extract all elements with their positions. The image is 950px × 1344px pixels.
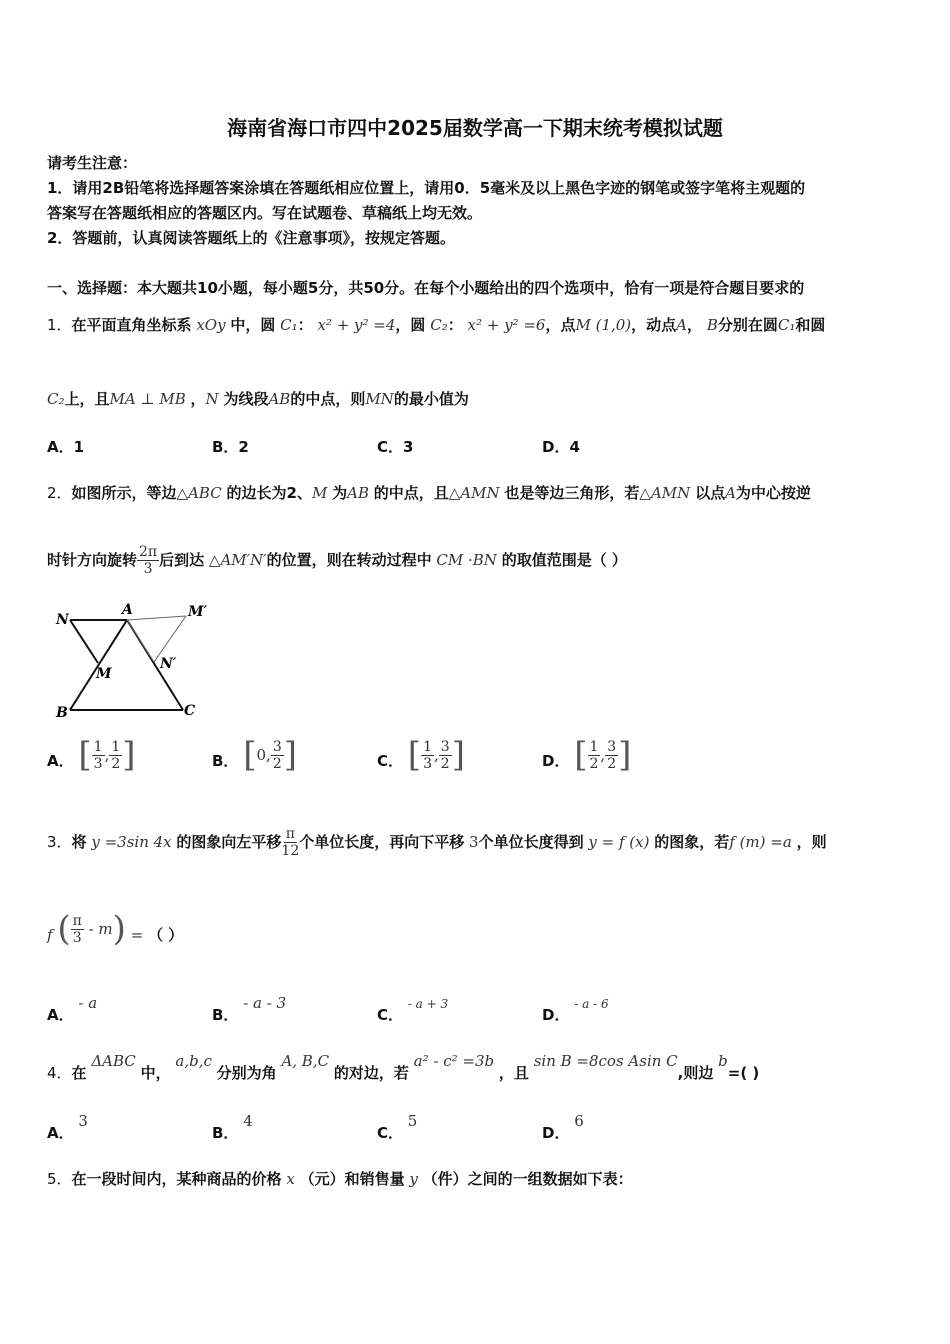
q4-option-b[interactable] (212, 1110, 253, 1142)
interval: [ $\frac{1}{3}$ , $\frac{3}{2}$ ] (407, 735, 465, 775)
option-value: 6 (574, 1112, 584, 1130)
q3-text: 个单位长度，再向下平移 (299, 833, 465, 851)
option-value: - a - 6 (574, 997, 609, 1011)
q4-math: b (718, 1052, 728, 1070)
q4-text: ，且 (498, 1064, 529, 1082)
q2-option-c[interactable] (377, 735, 465, 775)
q1-math: A (676, 316, 688, 334)
label-N-prime: N′ (160, 656, 177, 672)
q4-math: ΔABC (91, 1052, 136, 1070)
q2-option-b[interactable] (212, 735, 297, 775)
q5-text: （件）之间的一组数据如下表： (422, 1170, 633, 1188)
option-value: 4 (243, 1112, 253, 1130)
q3-math: f (47, 926, 53, 944)
q3-text: （ ） (148, 926, 184, 944)
q2-text: 如图所示，等边 (71, 484, 177, 502)
option-label: B． (212, 1006, 239, 1024)
q5-number: 5． (47, 1170, 72, 1188)
option-label: D． (542, 1006, 570, 1024)
q1-option-a[interactable]: A．1 (47, 438, 85, 456)
q2-math: M (311, 484, 328, 502)
q2-math: A (725, 484, 736, 502)
q2-text: 的中点，且 (373, 484, 449, 502)
option-value: 3 (78, 1112, 88, 1130)
q4-math: sin B =8cos Asin C (533, 1052, 678, 1070)
interval: [ $\frac{1}{2}$ , $\frac{3}{2}$ ] (574, 735, 632, 775)
q3-option-d[interactable] (542, 992, 609, 1024)
q1-math: N (205, 390, 219, 408)
q1-text: 的中点，则 (290, 390, 366, 408)
q2-math: △AM′N′ (208, 551, 267, 569)
q2-text: 的位置，则在转动过程中 (266, 551, 432, 569)
q4-text: =( ) (727, 1064, 760, 1082)
q1-math: C₂ (430, 316, 448, 334)
q1-text: 为线段 (223, 390, 269, 408)
section-heading: 一、选择题：本大题共10小题，每小题5分，共50分。在每个小题给出的四个选项中，恰有一项是符合题目要求的 (47, 279, 805, 297)
q4-number: 4． (47, 1064, 72, 1082)
q2-text: 为 (332, 484, 348, 502)
q3-option-a[interactable] (47, 992, 98, 1024)
interval: [ 0 , $\frac{3}{2}$ ] (243, 735, 297, 775)
q2-option-d[interactable] (542, 735, 632, 775)
q1-math: B (706, 316, 718, 334)
option-label: A． (47, 1006, 74, 1024)
q2-text: 以点 (695, 484, 726, 502)
question-1-cont (47, 388, 469, 409)
option-label: C． (377, 752, 404, 770)
q3-paren: ( $\frac{\pi}{3}$ - m ) (57, 909, 126, 949)
option-label: D． (542, 1124, 570, 1142)
option-label: A． (47, 752, 74, 770)
q3-text: 的图象向左平移 (176, 833, 282, 851)
option-label: B． (212, 752, 239, 770)
q3-text: 将 (71, 833, 87, 851)
q5-math: x (286, 1170, 295, 1188)
interval: [ $\frac{1}{3}$ , $\frac{1}{2}$ ] (78, 735, 136, 775)
q1-option-b[interactable]: B．2 (212, 438, 249, 456)
q1-text: 分别在圆 (717, 316, 778, 334)
q1-math: x² + y² =6 (467, 316, 546, 334)
label-M-prime: M′ (188, 604, 208, 620)
q3-math: y = f (x) (588, 833, 650, 851)
q2-math: CM ·BN (436, 551, 497, 569)
question-3-cont (47, 909, 184, 949)
q2-text: 后到达 (159, 551, 205, 569)
q2-fraction: $\frac{2\pi}{3}$ (139, 544, 158, 577)
question-1 (47, 314, 825, 335)
label-C: C (184, 703, 196, 719)
q3-math: = (130, 926, 144, 944)
label-B: B (56, 705, 68, 721)
notes-line-2: 答案写在答题纸相应的答题区内。写在试题卷、草稿纸上均无效。 (47, 204, 483, 222)
label-A: A (122, 602, 133, 618)
q3-math: 3 (469, 833, 479, 851)
q2-option-a[interactable] (47, 735, 136, 775)
q1-option-d[interactable]: D．4 (542, 438, 580, 456)
q4-text: ,则边 (677, 1064, 714, 1082)
q3-math: f (m) =a (729, 833, 792, 851)
q1-text: ： (447, 316, 463, 334)
option-label: D． (542, 752, 570, 770)
option-value: - a (78, 994, 98, 1012)
q1-text: ，点 (545, 316, 576, 334)
q1-text: 中，圆 (230, 316, 276, 334)
q3-text: 个单位长度得到 (478, 833, 584, 851)
option-value: 5 (407, 1112, 418, 1130)
q3-text: ，则 (796, 833, 827, 851)
q2-text: 也是等边三角形，若 (504, 484, 640, 502)
triangle-figure (50, 598, 220, 723)
q2-text: 的取值范围是（ ） (501, 551, 627, 569)
q3-math: y =3sin 4x (91, 833, 172, 851)
q1-text: ，圆 (395, 316, 426, 334)
q3-text: 的图象，若 (654, 833, 730, 851)
q1-text: 上，且 (64, 390, 110, 408)
q1-math: M (1,0) (575, 316, 632, 334)
q2-math: AB (347, 484, 369, 502)
q2-text: 时针方向旋转 (47, 551, 138, 569)
option-label: C． (377, 1006, 404, 1024)
q3-number: 3． (47, 833, 72, 851)
option-label: C． (377, 1124, 404, 1142)
q1-text: 的最小值为 (393, 390, 469, 408)
q4-text: 的对边，若 (333, 1064, 409, 1082)
q3-option-c[interactable] (377, 992, 449, 1024)
q4-math: A, B,C (281, 1052, 330, 1070)
notes-heading: 请考生注意： (47, 154, 138, 172)
q1-text: ， (687, 316, 703, 334)
q5-math: y (409, 1170, 418, 1188)
q1-math: MA ⊥ MB (109, 390, 186, 408)
q5-text: 在一段时间内，某种商品的价格 (71, 1170, 282, 1188)
q1-math: xOy (196, 316, 226, 334)
q4-text: 在 (71, 1064, 87, 1082)
q2-text: 的边长为2、 (226, 484, 312, 502)
q4-text: 分别为角 (216, 1064, 277, 1082)
q2-number: 2． (47, 484, 72, 502)
question-5 (47, 1168, 633, 1189)
q2-math: △AMN (639, 484, 691, 502)
notes-line-1: 1．请用2B铅笔将选择题答案涂填在答题纸相应位置上，请用0．5毫米及以上黑色字迹的钢笔或签字笔将主观题的 (47, 179, 806, 197)
option-label: B． (212, 1124, 239, 1142)
option-label: A． (47, 1124, 74, 1142)
question-4 (47, 1050, 760, 1082)
q1-number: 1． (47, 316, 72, 334)
q1-math: x² + y² =4 (317, 316, 396, 334)
q1-math: C₁ (777, 316, 796, 334)
page-title: 海南省海口市四中2025届数学高一下期末统考模拟试题 (227, 116, 723, 140)
q1-math: AB (268, 390, 291, 408)
notes-line-3: 2．答题前，认真阅读答题纸上的《注意事项》，按规定答题。 (47, 229, 455, 247)
q2-math: △AMN (448, 484, 500, 502)
q1-math: C₁ (280, 316, 298, 334)
q4-math: a,b,c (175, 1052, 212, 1070)
q1-math: MN (365, 390, 394, 408)
q2-math: △ABC (176, 484, 222, 502)
q1-text: ，动点 (631, 316, 677, 334)
option-value: - a - 3 (243, 994, 287, 1012)
q4-text: 中， (140, 1064, 171, 1082)
q4-option-c[interactable] (377, 1110, 418, 1142)
option-value: - a + 3 (407, 997, 449, 1011)
q1-text: ， (190, 390, 206, 408)
q1-option-c[interactable]: C．3 (377, 438, 414, 456)
q2-text: 为中心按逆 (735, 484, 811, 502)
question-2 (47, 482, 811, 503)
q1-text: 和圆 (795, 316, 826, 334)
q5-text: （元）和销售量 (299, 1170, 405, 1188)
q1-math: C₂ (47, 390, 65, 408)
label-N: N (56, 612, 69, 628)
q1-text: ： (297, 316, 313, 334)
question-2-cont (47, 544, 627, 577)
q4-option-a[interactable] (47, 1110, 88, 1142)
q3-option-b[interactable] (212, 992, 287, 1024)
q1-text: 在平面直角坐标系 (71, 316, 192, 334)
label-M: M (96, 666, 112, 682)
q4-option-d[interactable] (542, 1110, 584, 1142)
q4-math: a² - c² =3b (413, 1052, 495, 1070)
question-3 (47, 826, 827, 859)
q3-fraction: $\frac{\pi}{12}$ (281, 826, 300, 859)
